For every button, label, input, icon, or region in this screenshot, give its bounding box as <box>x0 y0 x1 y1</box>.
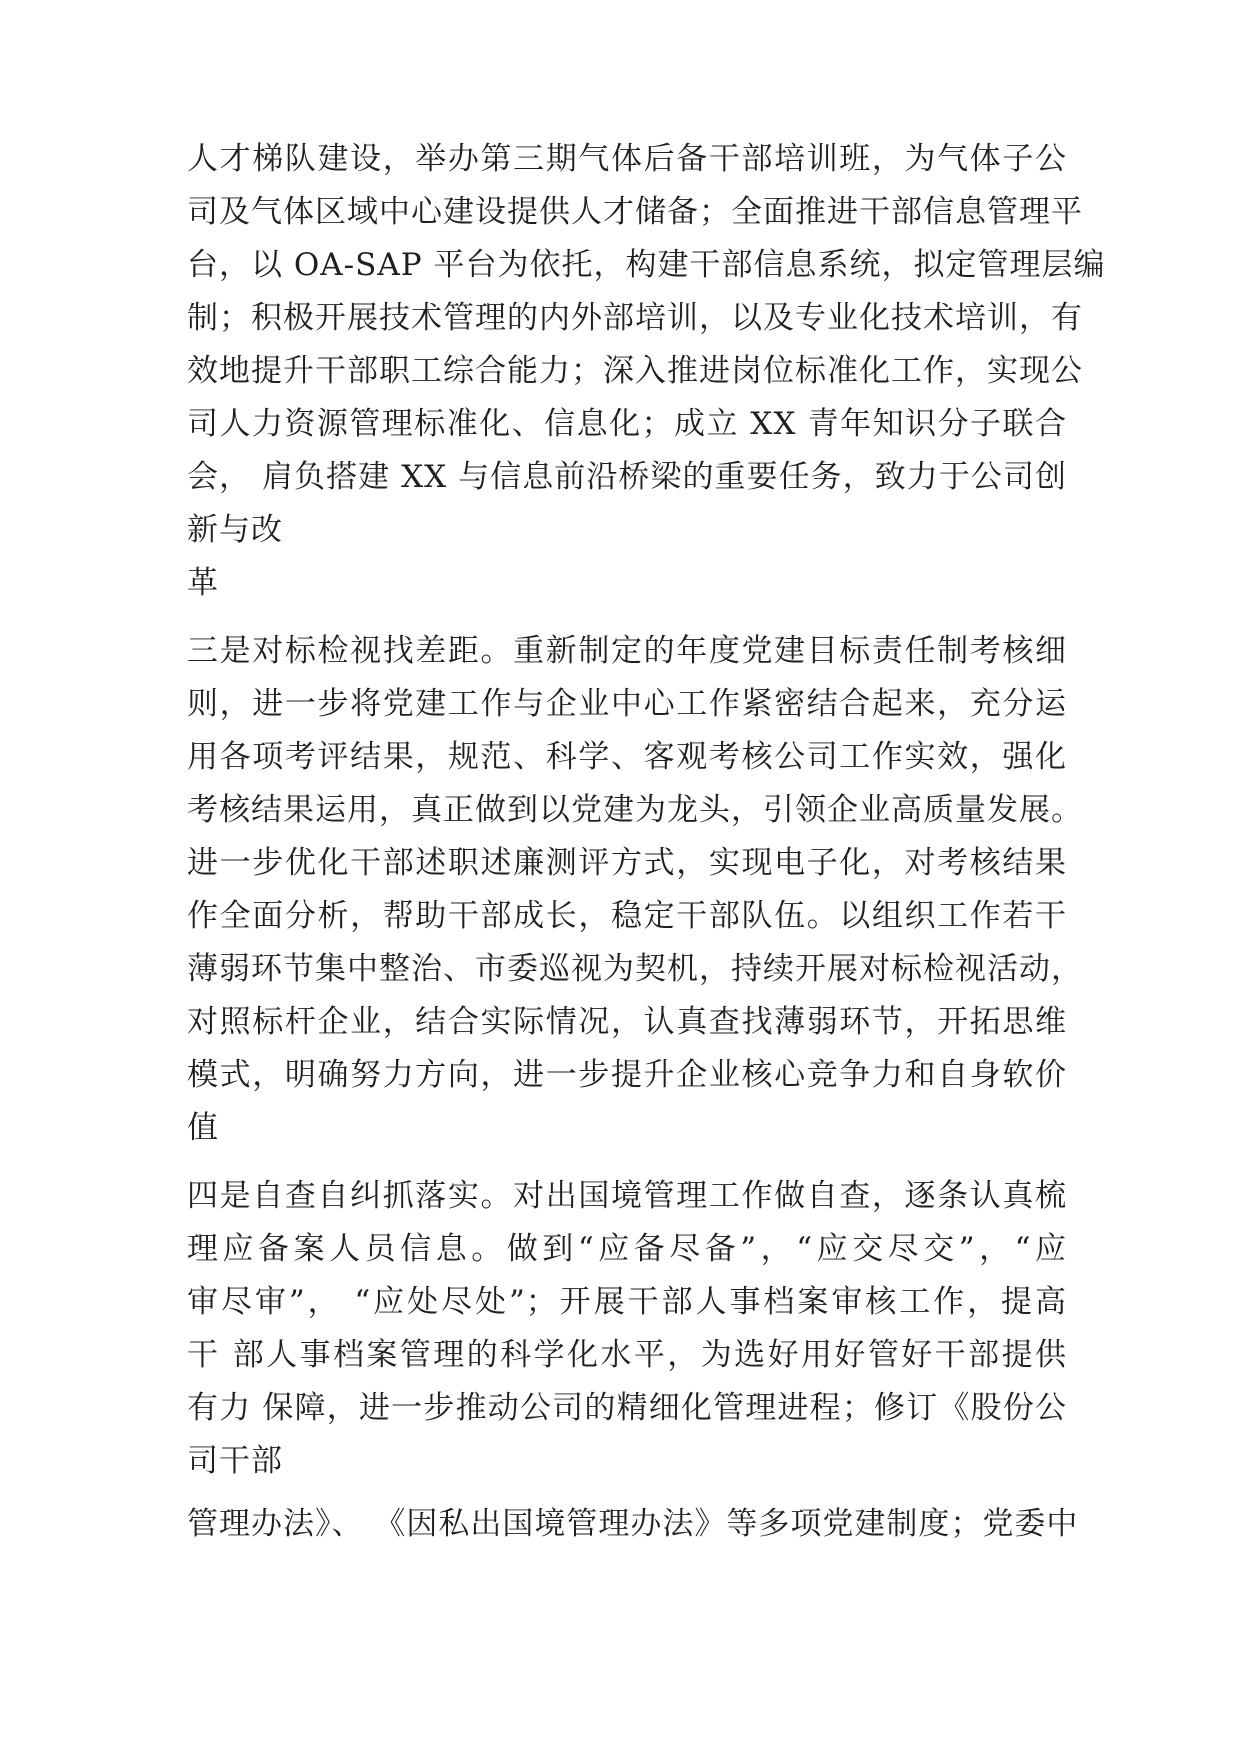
text-line: 制；积极开展技术管理的内外部培训，以及专业化技术培训，有 <box>187 300 1083 336</box>
text-line: 司及气体区域中心建设提供人才储备；全面推进干部信息管理平 <box>187 194 1083 230</box>
text-line: 用各项考评结果，规范、科学、客观考核公司工作实效，强化 <box>187 739 1067 775</box>
text-line: 考核结果运用，真正做到以党建为龙头，引领企业高质量发展。 <box>187 792 1083 828</box>
text-line: 则，进一步将党建工作与企业中心工作紧密结合起来，充分运 <box>187 686 1067 722</box>
text-line: 人才梯队建设，举办第三期气体后备干部培训班，为气体子公 <box>187 141 1067 177</box>
text-line: 新与改 <box>187 512 283 548</box>
text-line: 会， 肩负搭建 XX 与信息前沿桥梁的重要任务，致力于公司创 <box>187 459 1067 495</box>
text-line: 干 部人事档案管理的科学化水平，为选好用好管好干部提供 <box>187 1337 1067 1373</box>
text-line: 理应备案人员信息。做到“应备尽备”，“应交尽交”，“应 <box>187 1231 1067 1267</box>
text-line: 作全面分析，帮助干部成长，稳定干部队伍。以组织工作若干 <box>187 898 1067 934</box>
text-line: 有力 保障，进一步推动公司的精细化管理进程；修订《股份公 <box>187 1390 1067 1426</box>
text-line: 革 <box>187 565 219 601</box>
text-line: 模式，明确努力方向，进一步提升企业核心竞争力和自身软价 <box>187 1057 1067 1093</box>
text-line: 司干部 <box>187 1443 283 1479</box>
text-line: 四是自查自纠抓落实。对出国境管理工作做自查，逐条认真梳 <box>187 1178 1067 1214</box>
text-line: 三是对标检视找差距。重新制定的年度党建目标责任制考核细 <box>187 633 1067 669</box>
text-line: 审尽审”， “应处尽处”；开展干部人事档案审核工作，提高 <box>187 1284 1067 1320</box>
text-line: 值 <box>187 1110 219 1146</box>
text-line: 管理办法》、 《因私出国境管理办法》等多项党建制度；党委中 <box>187 1506 1079 1542</box>
text-line: 薄弱环节集中整治、市委巡视为契机，持续开展对标检视活动， <box>187 951 1083 987</box>
text-line: 对照标杆企业，结合实际情况，认真查找薄弱环节，开拓思维 <box>187 1004 1067 1040</box>
text-line: 司人力资源管理标准化、信息化；成立 XX 青年知识分子联合 <box>187 406 1067 442</box>
text-line: 效地提升干部职工综合能力；深入推进岗位标准化工作，实现公 <box>187 353 1083 389</box>
text-line: 进一步优化干部述职述廉测评方式，实现电子化，对考核结果 <box>187 845 1067 881</box>
text-line: 台，以 OA-SAP 平台为依托，构建干部信息系统，拟定管理层编 <box>187 247 1106 283</box>
